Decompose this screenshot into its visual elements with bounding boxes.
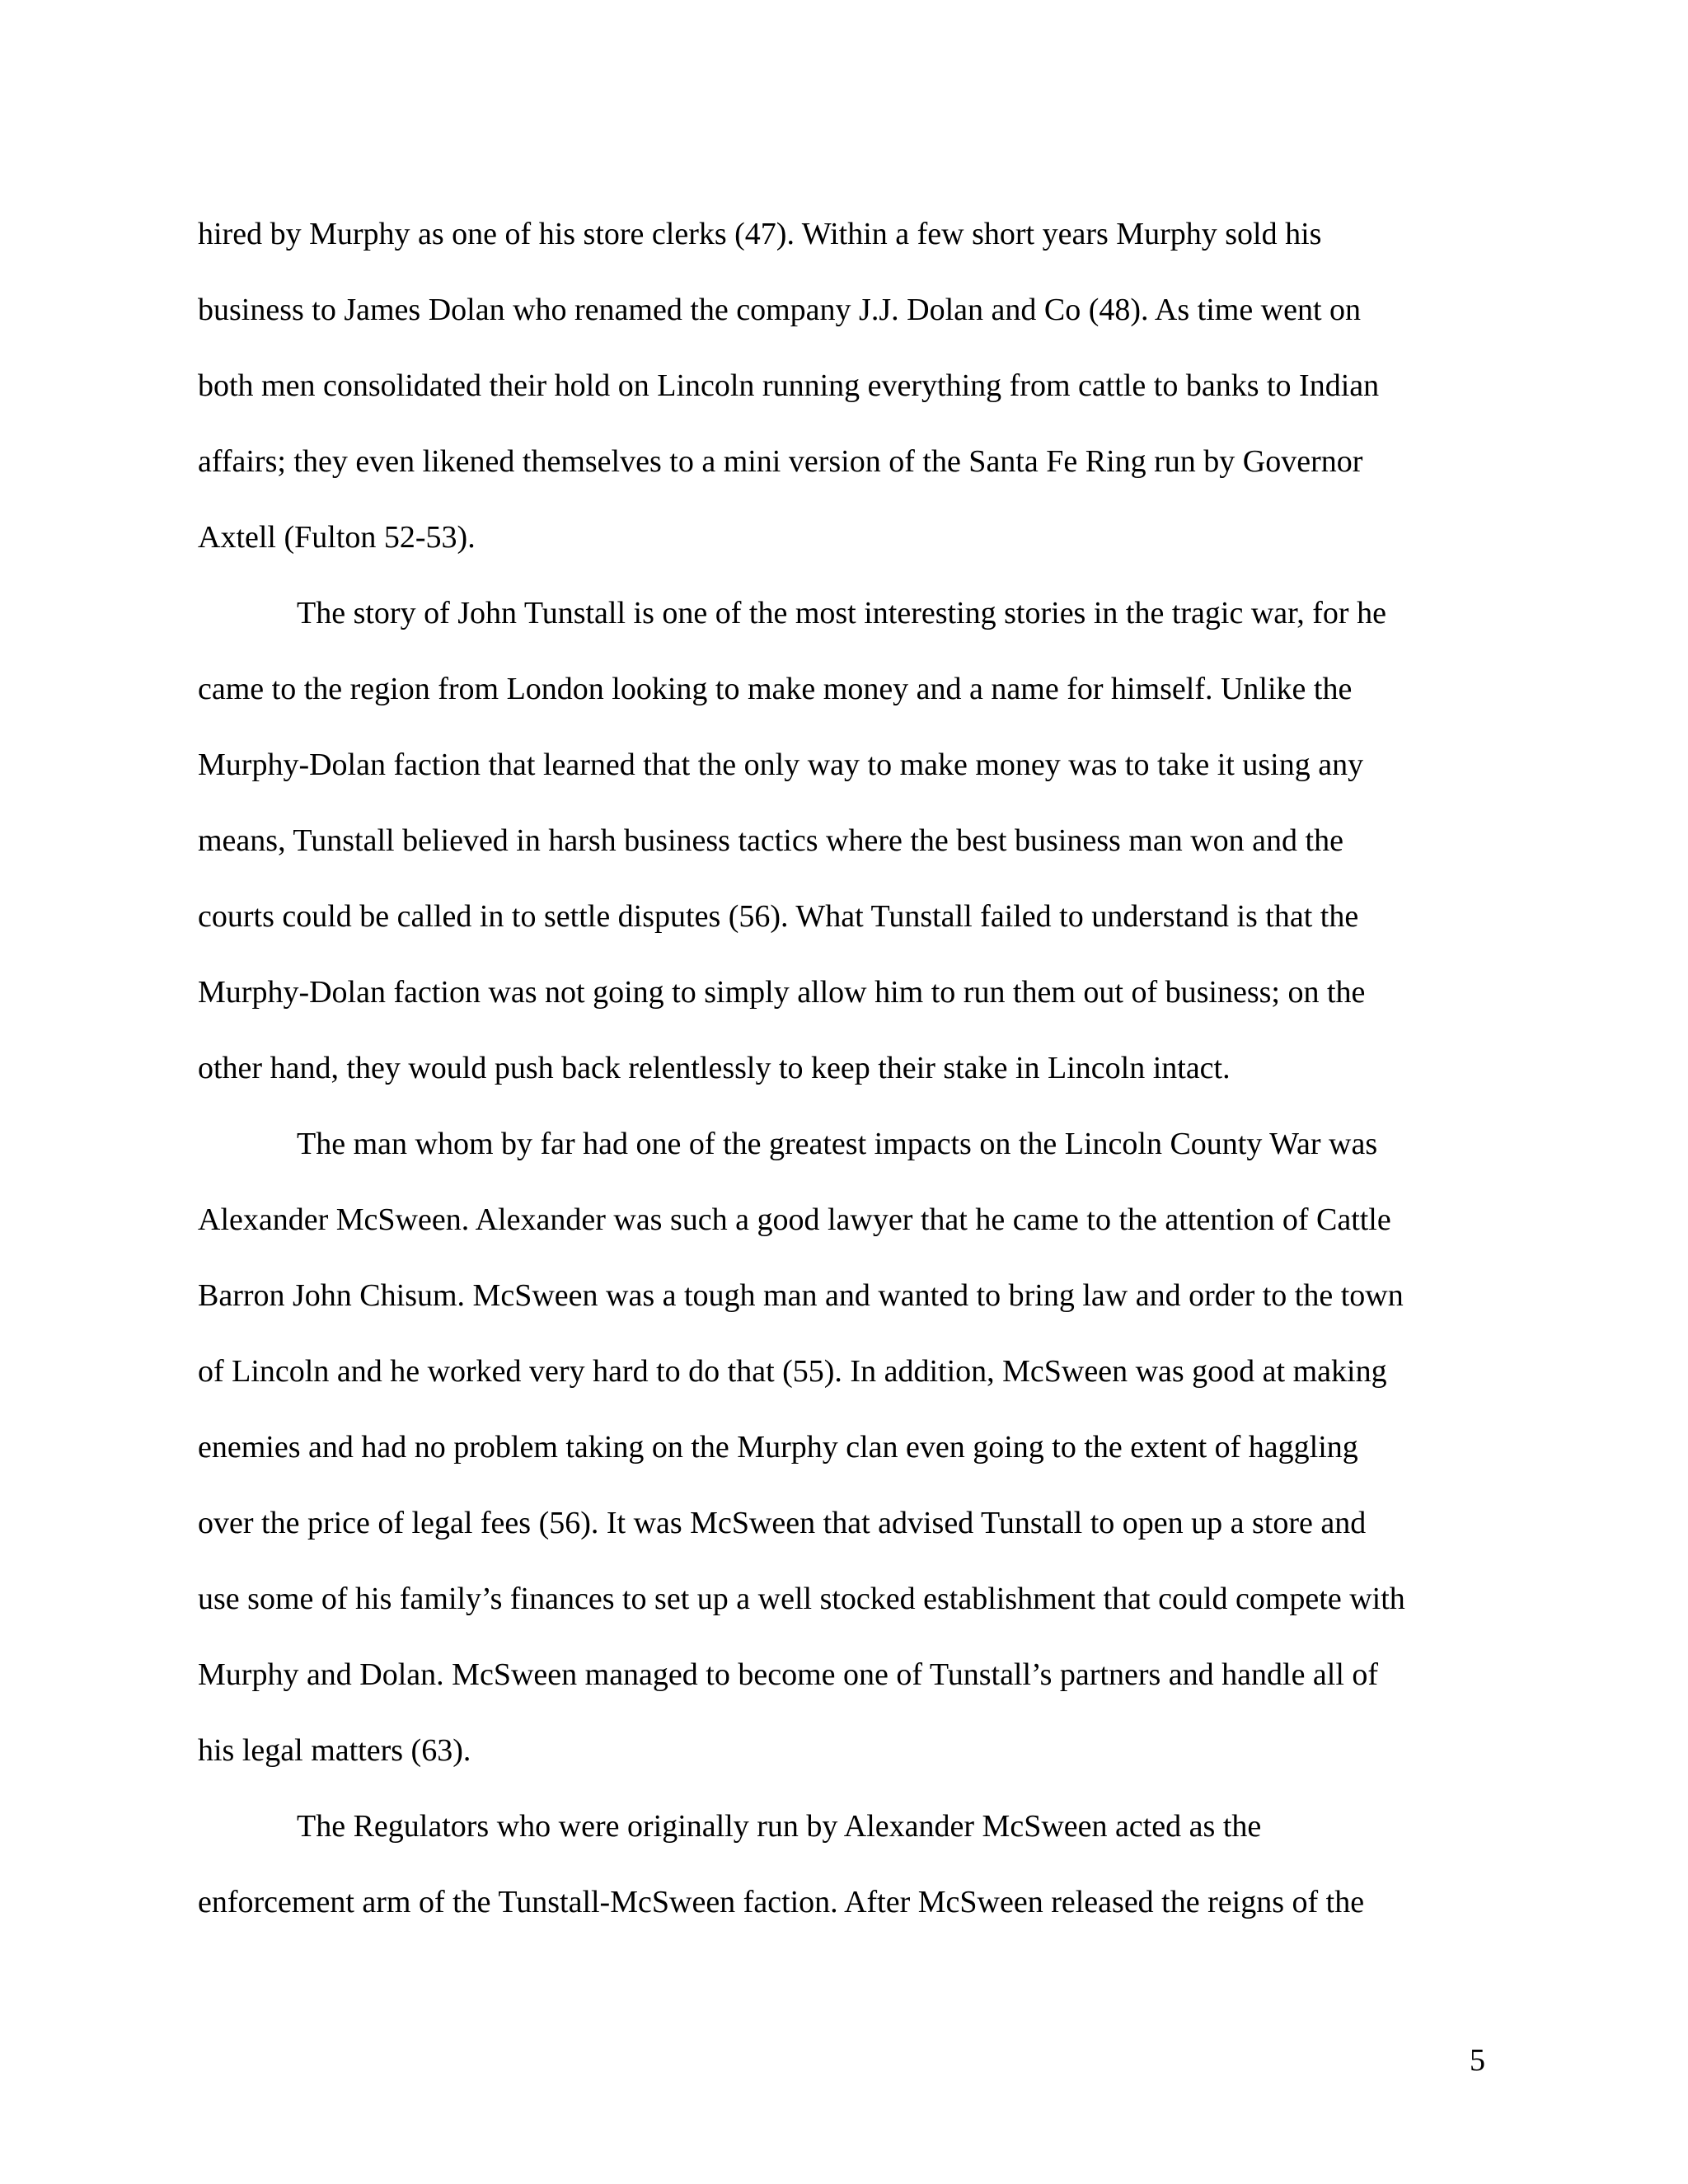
text-line: Barron John Chisum. McSween was a tough man and wanted to bring law and order to the town	[198, 1278, 1404, 1313]
text-line: over the price of legal fees (56). It was McSween that advised Tunstall to open up a store and	[198, 1506, 1367, 1540]
text-line: business to James Dolan who renamed the company J.J. Dolan and Co (48). As time went on	[198, 293, 1362, 327]
text-line: Axtell (Fulton 52-53).	[198, 520, 476, 555]
text-line: enemies and had no problem taking on the Murphy clan even going to the extent of haggling	[198, 1430, 1358, 1465]
text-line: use some of his family’s finances to set up a well stocked establishment that could compete with	[198, 1582, 1405, 1616]
page-number: 5	[1470, 2043, 1485, 2078]
text-line: both men consolidated their hold on Lincoln running everything from cattle to banks to Indian	[198, 368, 1380, 403]
text-line: Alexander McSween. Alexander was such a good lawyer that he came to the attention of Cattle	[198, 1202, 1391, 1237]
text-line: means, Tunstall believed in harsh business tactics where the best business man won and the	[198, 823, 1343, 858]
text-line: other hand, they would push back relentlessly to keep their stake in Lincoln intact.	[198, 1051, 1231, 1085]
paragraph-start-line: The man whom by far had one of the greatest impacts on the Lincoln County War was	[297, 1127, 1378, 1161]
text-line: came to the region from London looking to make money and a name for himself. Unlike the	[198, 672, 1353, 706]
text-line: courts could be called in to settle disputes (56). What Tunstall failed to understand is that the	[198, 899, 1359, 934]
paragraph-start-line: The story of John Tunstall is one of the most interesting stories in the tragic war, for he	[297, 596, 1386, 630]
text-line: Murphy-Dolan faction was not going to simply allow him to run them out of business; on the	[198, 975, 1366, 1010]
text-line: enforcement arm of the Tunstall-McSween faction. After McSween released the reigns of the	[198, 1885, 1365, 1919]
text-line: Murphy-Dolan faction that learned that the only way to make money was to take it using any	[198, 748, 1364, 782]
text-line: his legal matters (63).	[198, 1733, 471, 1768]
text-line: of Lincoln and he worked very hard to do that (55). In addition, McSween was good at making	[198, 1354, 1387, 1389]
text-line: Murphy and Dolan. McSween managed to become one of Tunstall’s partners and handle all of	[198, 1657, 1379, 1692]
text-line: hired by Murphy as one of his store clerks (47). Within a few short years Murphy sold his	[198, 217, 1322, 251]
text-line: affairs; they even likened themselves to a mini version of the Santa Fe Ring run by Governor	[198, 444, 1363, 479]
paragraph-start-line: The Regulators who were originally run by Alexander McSween acted as the	[297, 1809, 1262, 1844]
body-text	[198, 196, 1490, 1940]
